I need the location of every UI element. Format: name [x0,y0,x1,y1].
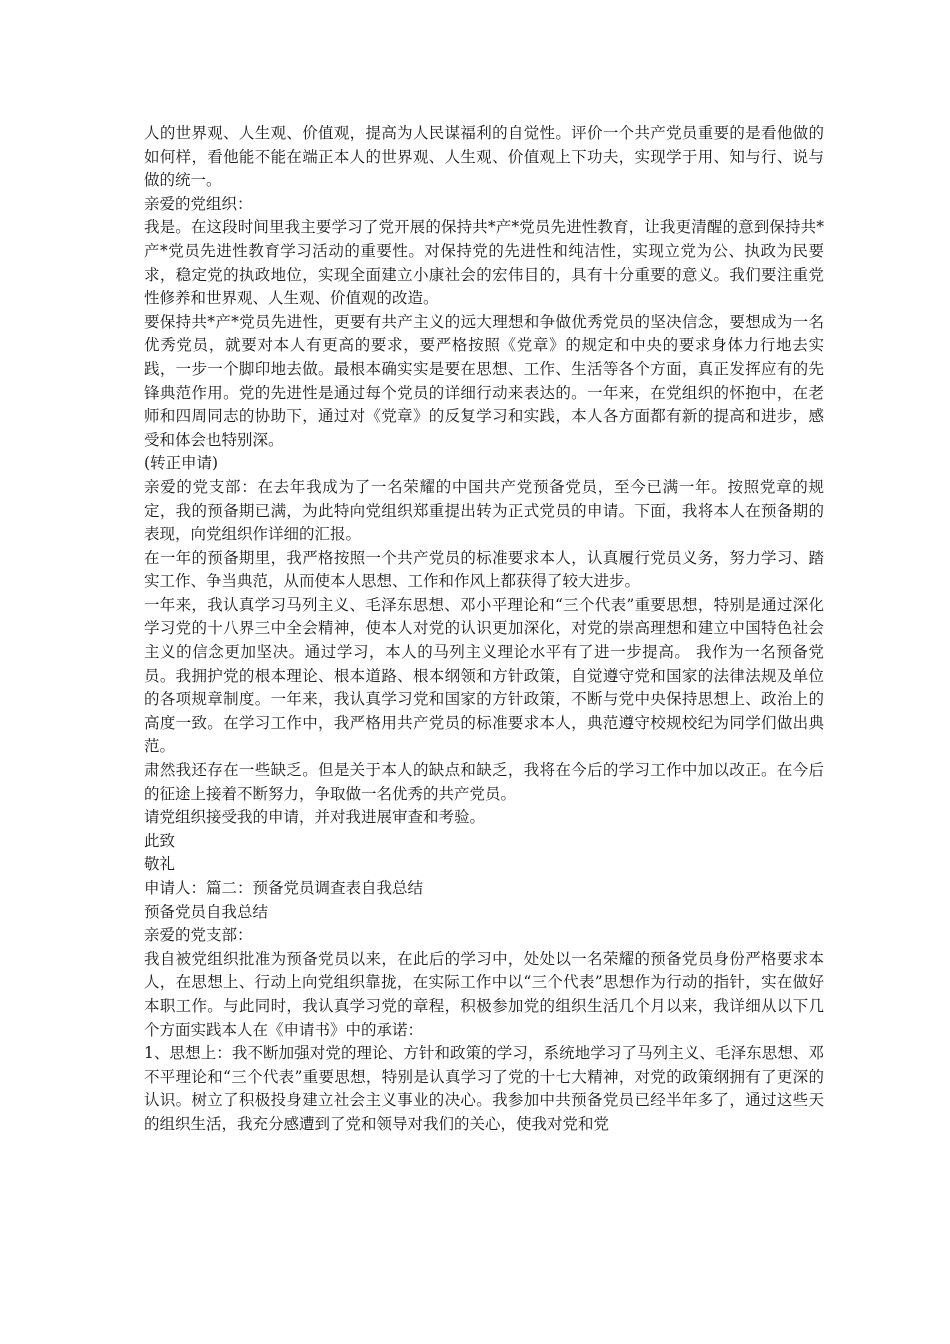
paragraph-2: 亲爱的党组织： [144,194,253,213]
paragraph-14: 预备党员自我总结 [144,902,269,921]
paragraph-13: 申请人：篇二：预备党员调查表自我总结 [144,879,424,897]
paragraph-16: 我自被党组织批准为预备党员以来，在此后的学习中，处处以一名荣耀的预备党员身份严格要求本人，在思想上、行动上向党组织靠拢，在实际工作中以“三个代表”思想作为行动的指针，实在做好本职工作。与此同时，我认真学习党的章程，积极参加党的组织生活几个月以来，我详细从以下几个方面实践本人在《申请书》中的承诺： [144,949,824,1039]
paragraph-7: 在一年的预备期里，我严格按照一个共产党员的标准要求本人，认真履行党员义务，努力学习、踏实工作、争当典范，从而使本人思想、工作和作风上都获得了较大进步。 [144,548,824,591]
paragraph-11: 此致 [144,831,176,850]
paragraph-4: 要保持共*产*党员先进性，更要有共产主义的远大理想和争做优秀党员的坚决信念，要想成为一名优秀党员，就要对本人有更高的要求，要严格按照《党章》的规定和中央的要求身体力行地去实践，一步一个脚印地去做。最根本确实实是要在思想、工作、生活等各个方面，真正发挥应有的先锋典范作用。党的先进性是通过每个党员的详细行动来表达的。一年来，在党组织的怀抱中，在老师和四周同志的协助下，通过对《党章》的反复学习和实践，本人各方面都有新的提高和进步，感受和体会也特别深。 [144,312,824,449]
document-body [144,122,824,1137]
paragraph-12: 敬礼 [144,855,176,874]
paragraph-17: 1、思想上：我不断加强对党的理论、方针和政策的学习，系统地学习了马列主义、毛泽东思想、邓不平理论和“三个代表”重要思想，特别是认真学习了党的十七大精神，对党的政策纲拥有了更深的认识。树立了积极投身建立社会主义事业的决心。我参加中共预备党员已经半年多了，通过这些天的组织生活，我充分感遭到了党和领导对我们的关心，使我对党和党 [144,1044,824,1133]
paragraph-1: 人的世界观、人生观、价值观，提高为人民谋福利的自觉性。评价一个共产党员重要的是看他做的如何样，看他能不能在端正本人的世界观、人生观、价值观上下功夫，实现学于用、知与行、说与做的统一。 [144,124,824,190]
paragraph-8: 一年来，我认真学习马列主义、毛泽东思想、邓小平理论和“三个代表”重要思想，特别是通过深化学习党的十八界三中全会精神，使本人对党的认识更加深化，对党的崇高理想和建立中国特色社会主义的信念更加坚决。通过学习，本人的马列主义理论水平有了进一步提高。 我作为一名预备党员。我拥护党的根本理论、根本道路、根本纲领和方针政策，自觉遵守党和国家的法律法规及单位的各项规章制度。一年来，我认真学习党和国家的方针政策，不断与党中央保持思想上、政治上的高度一致。在学习工作中，我严格用共产党员的标准要求本人，典范遵守校规校纪为同学们做出典范。 [144,595,824,756]
paragraph-9: 肃然我还存在一些缺乏。但是关于本人的缺点和缺乏，我将在今后的学习工作中加以改正。在今后的征途上接着不断努力，争取做一名优秀的共产党员。 [144,761,824,803]
paragraph-10: 请党组织接受我的申请，并对我进展审查和考验。 [144,808,486,827]
paragraph-3: 我是。在这段时间里我主要学习了党开展的保持共*产*党员先进性教育，让我更清醒的意到保持共*产*党员先进性教育学习活动的重要性。对保持党的先进性和纯洁性，实现立党为公、执政为民要求，稳定党的执政地位，实现全面建立小康社会的宏伟目的，具有十分重要的意义。我们要注重党性修养和世界观、人生观、价值观的改造。 [144,218,824,308]
paragraph-15: 亲爱的党支部： [144,926,253,945]
paragraph-6: 亲爱的党支部：在去年我成为了一名荣耀的中国共产党预备党员，至今已满一年。按照党章的规定，我的预备期已满，为此特向党组织郑重提出转为正式党员的申请。下面，我将本人在预备期的表现，向党组织作详细的汇报。 [144,477,824,544]
paragraph-5: (转正申请) [144,454,219,473]
